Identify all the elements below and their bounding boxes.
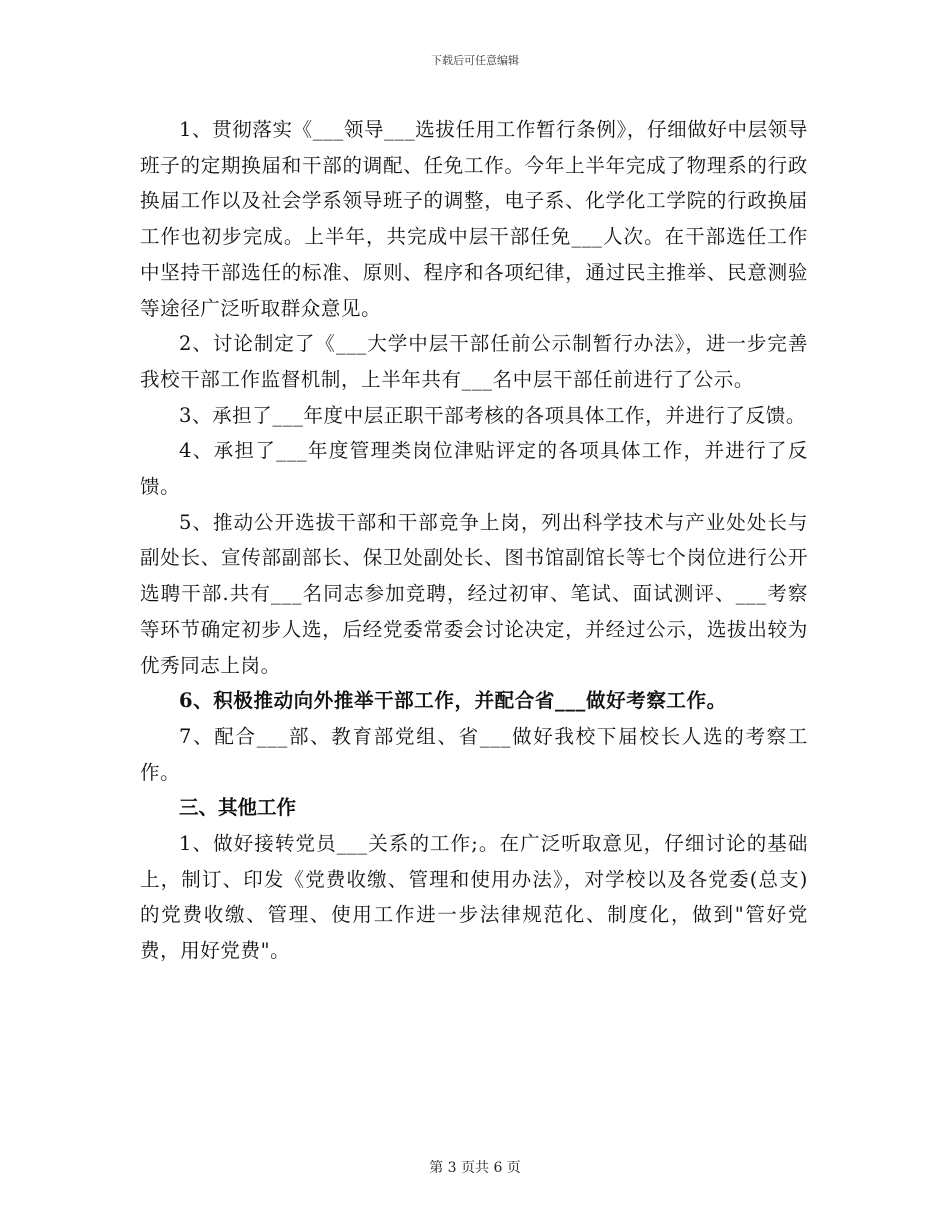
paragraph-item-4: 4、承担了___年度管理类岗位津贴评定的各项具体工作，并进行了反馈。 — [140, 439, 808, 499]
section-heading: 三、其他工作 — [179, 796, 297, 820]
paragraph-item-6: 6、积极推动向外推举干部工作，并配合省___做好考察工作。 — [179, 689, 727, 713]
section-paragraph-1: 1、做好接转党员___关系的工作;。在广泛听取意见，仔细讨论的基础上，制订、印发《党费收缴、管理和使用办法》，对学校以及各党委(总支)的党费收缴、管理、使用工作进一步法律规范化、制度化，做到"管好党费，用好党费"。 — [140, 832, 808, 963]
paragraph-item-1: 1、贯彻落实《___领导___选拔任用工作暂行条例》，仔细做好中层领导班子的定期换届和干部的调配、任免工作。今年上半年完成了物理系的行政换届工作以及社会学系领导班子的调整，电子系、化学化工学院的行政换届工作也初步完成。上半年，共完成中层干部任免___人次。在干部选任工作中坚持干部选任的标准、原则、程序和各项纪律，通过民主推举、民意测验等途径广泛听取群众意见。 — [140, 118, 808, 320]
paragraph-item-7: 7、配合___部、教育部党组、省___做好我校下届校长人选的考察工作。 — [140, 724, 808, 784]
page-header: 下载后可任意编辑 — [431, 54, 519, 67]
paragraph-item-2: 2、讨论制定了《___大学中层干部任前公示制暂行办法》，进一步完善我校干部工作监督机制，上半年共有___名中层干部任前进行了公示。 — [140, 332, 808, 391]
page-number: 第 3 页共 6 页 — [429, 1160, 521, 1176]
paragraph-item-5: 5、推动公开选拔干部和干部竞争上岗，列出科学技术与产业处处长与副处长、宣传部副部长、保卫处副处长、图书馆副馆长等七个岗位进行公开选聘干部.共有___名同志参加竞聘，经过初审、笔试、面试测评、___考察等环节确定初步人选，后经党委常委会讨论决定，并经过公示，选拔出较为优秀同志上岗。 — [140, 510, 808, 677]
document-body — [140, 112, 808, 969]
paragraph-item-3: 3、承担了___年度中层正职干部考核的各项具体工作，并进行了反馈。 — [179, 403, 806, 427]
